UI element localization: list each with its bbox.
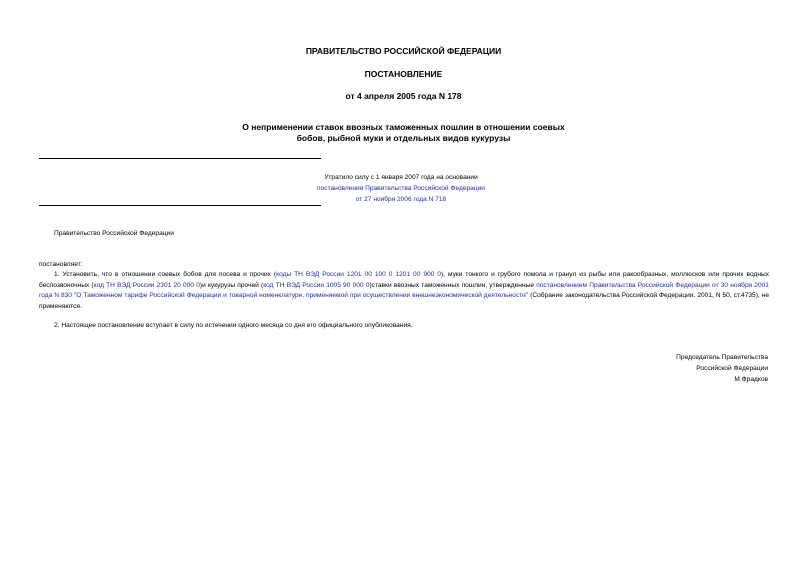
government-title: ПРАВИТЕЛЬСТВО РОССИЙСКОЙ ФЕДЕРАЦИИ [305, 46, 502, 56]
subject-line-2: бобов, рыбной муки и отдельных видов кукурузы [296, 133, 511, 143]
paragraph-2: 2. Настоящее постановление вступает в силу по истечении одного месяца со дня его официального опубликования. [54, 322, 413, 329]
issuer-line: Правительство Российской Федерации [54, 230, 174, 237]
divider-bottom [39, 205, 321, 206]
tnved-corn-code-link[interactable]: код ТН ВЭД России 1005 90 000 0 [263, 281, 370, 289]
paragraph-1-text-c: )и кукурузы прочей ( [199, 281, 264, 289]
paragraph-1-text-a: 1. Установить, что в отношении соевых бобов для посева и прочих ( [54, 271, 277, 278]
signature-position: Председатель Правительства [676, 354, 768, 361]
divider-top [39, 158, 321, 159]
repeal-note [200, 172, 602, 205]
customs-tariff-decree-link[interactable]: постановлением Правительства Российской Федерации от 30 ноября 2001 года N 830 "О Таможенном тарифе Российской Федерации и товарной номенклатуре, применяемой при осуществлении внешнеэкономической деятельности" [39, 281, 769, 299]
repeal-link-line-2[interactable]: от 27 ноября 2006 года N 718 [355, 196, 447, 203]
document-subject [0, 122, 807, 144]
paragraph-1-text-b: ), муки тонкого и грубого помола и гранул из рыбы или ракообразных, моллюсков или прочих водных беспозвоночных ( [39, 271, 769, 289]
paragraph-1-text-e: (Собрание законодательства Российской Федерации, 2001, N 50, ст.4735), не применяются. [39, 292, 769, 310]
document-date-number: от 4 апреля 2005 года N 178 [345, 91, 462, 101]
subject-line-1: О неприменении ставок ввозных таможенных пошлин в отношении соевых [242, 122, 565, 132]
document-type: ПОСТАНОВЛЕНИЕ [364, 69, 443, 79]
tnved-soy-codes-link[interactable]: коды ТН ВЭД России 1201 00 100 0 1201 00 900 0 [276, 271, 441, 278]
decree-word: постановляет: [39, 261, 83, 268]
repeal-link-line-1[interactable]: постановления Правительства Российской Федерации [317, 185, 485, 192]
signature-block [676, 352, 768, 385]
paragraph-1-text-d: )ставки ввозных таможенных пошлин, утвержденные [369, 281, 537, 289]
signature-name: М.Фрадков [734, 376, 768, 383]
repeal-note-text: Утратило силу с 1 января 2007 года на основании [324, 174, 478, 181]
paragraph-1 [39, 270, 769, 312]
tnved-fishmeal-code-link[interactable]: код ТН ВЭД России 2301 20 000 0 [93, 281, 200, 289]
signature-country: Российской Федерации [696, 365, 768, 372]
